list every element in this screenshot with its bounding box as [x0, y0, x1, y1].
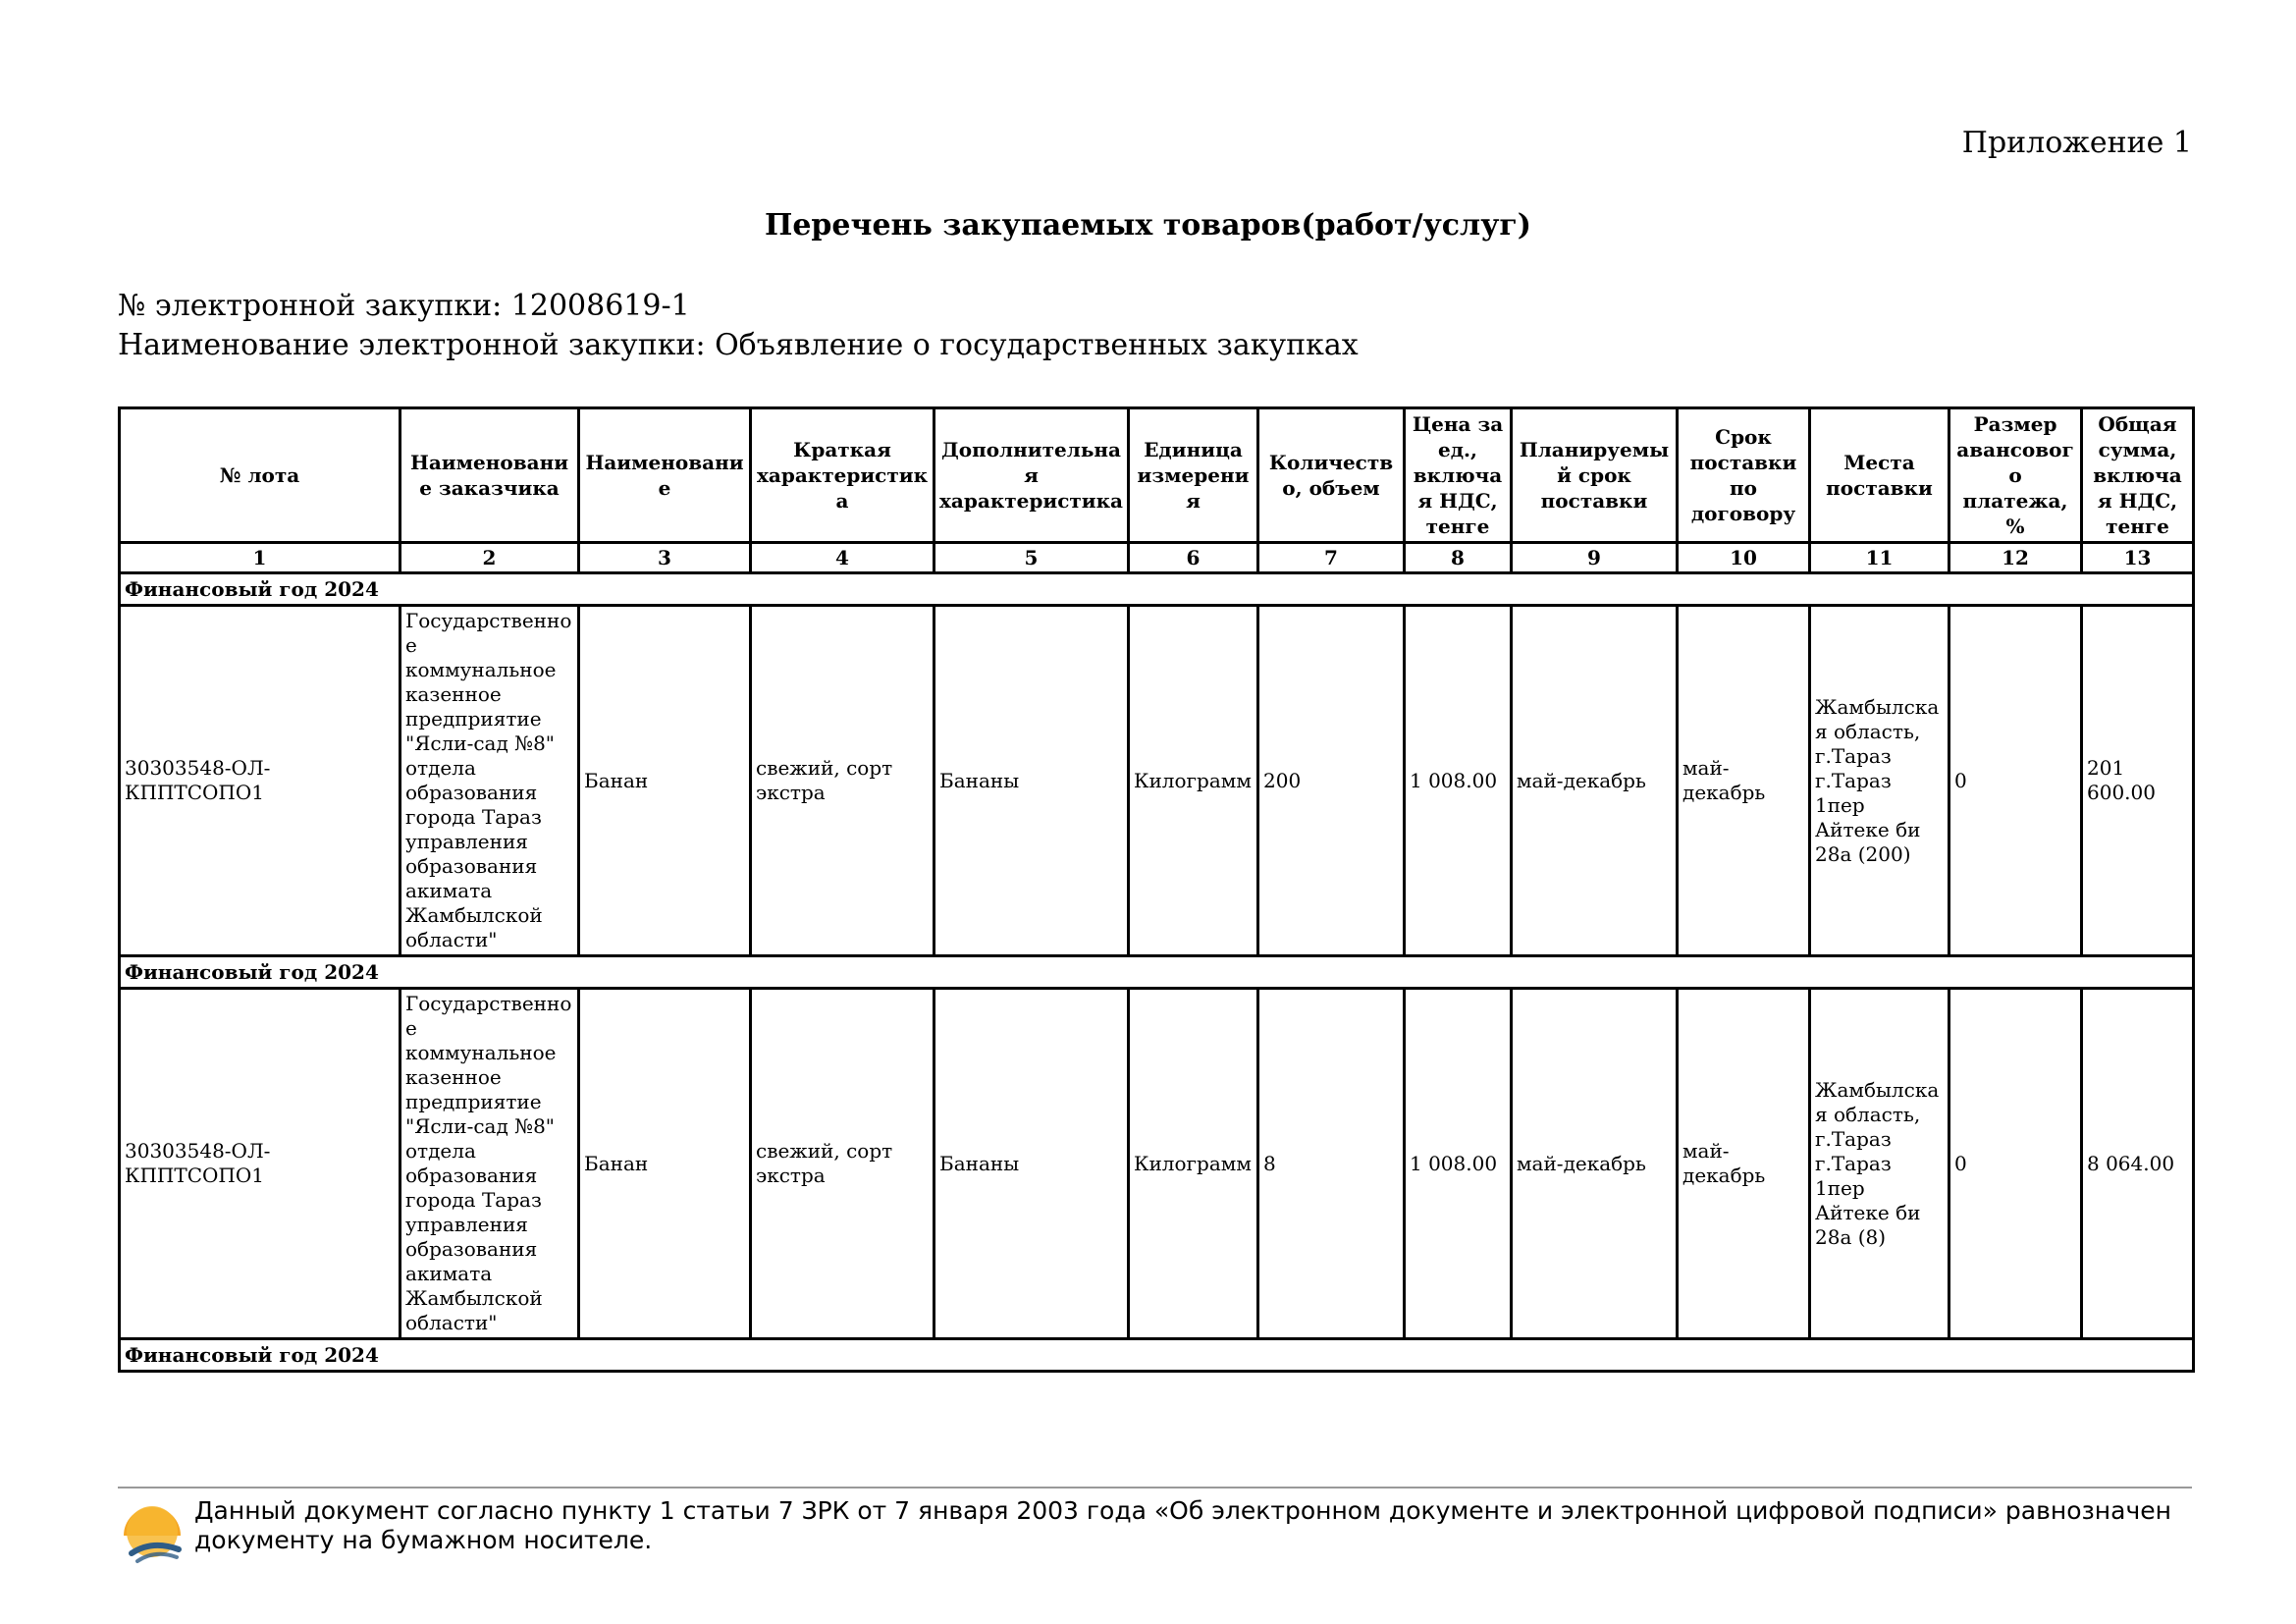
customer-name: Государственное коммунальное казенное предприятие "Ясли-сад №8" отдела образования города Тараз управления образования акимата Жамбылской области": [400, 606, 579, 956]
procurement-number: № электронной закупки: 12008619-1: [118, 289, 690, 323]
column-number: 11: [1810, 543, 1949, 573]
financial-year-label: Финансовый год 2024: [120, 1339, 2194, 1372]
column-number: 5: [934, 543, 1129, 573]
advance-payment: 0: [1949, 989, 2082, 1339]
short-description: свежий, сорт экстра: [751, 606, 934, 956]
column-header: Наименование заказчика: [400, 408, 579, 543]
sun-emblem-icon: [118, 1496, 187, 1565]
contract-delivery: май-декабрь: [1678, 989, 1810, 1339]
unit: Килограмм: [1129, 606, 1258, 956]
planned-delivery: май-декабрь: [1512, 989, 1678, 1339]
total-amount: 8 064.00: [2082, 989, 2194, 1339]
quantity: 8: [1258, 989, 1405, 1339]
financial-year-label: Финансовый год 2024: [120, 956, 2194, 989]
table-row: [120, 606, 2194, 956]
column-number: 1: [120, 543, 400, 573]
column-header: Места поставки: [1810, 408, 1949, 543]
financial-year-label: Финансовый год 2024: [120, 573, 2194, 606]
column-header: Общая сумма, включая НДС, тенге: [2082, 408, 2194, 543]
column-number: 12: [1949, 543, 2082, 573]
column-header: Размер авансового платежа, %: [1949, 408, 2082, 543]
column-number: 3: [579, 543, 751, 573]
document-title: Перечень закупаемых товаров(работ/услуг): [765, 208, 1531, 243]
delivery-place: Жамбылская область, г.Тараз г.Тараз 1пер Айтеке би 28а (200): [1810, 606, 1949, 956]
lot-number: 30303548-ОЛ-КППТСОПО1: [120, 606, 400, 956]
additional-description: Бананы: [934, 989, 1129, 1339]
unit-price: 1 008.00: [1405, 606, 1512, 956]
financial-year-row: [120, 573, 2194, 606]
column-header: Краткая характеристика: [751, 408, 934, 543]
table-header-row: [120, 408, 2194, 543]
footer: [118, 1492, 2192, 1565]
column-header: Наименование: [579, 408, 751, 543]
financial-year-row: [120, 1339, 2194, 1372]
column-number: 4: [751, 543, 934, 573]
procurement-name: Наименование электронной закупки: Объявление о государственных закупках: [118, 328, 1359, 362]
column-number: 2: [400, 543, 579, 573]
short-description: свежий, сорт экстра: [751, 989, 934, 1339]
column-header: Количество, объем: [1258, 408, 1405, 543]
table-row: [120, 989, 2194, 1339]
quantity: 200: [1258, 606, 1405, 956]
column-header: Дополнительная характеристика: [934, 408, 1129, 543]
column-number-row: [120, 543, 2194, 573]
contract-delivery: май-декабрь: [1678, 606, 1810, 956]
unit-price: 1 008.00: [1405, 989, 1512, 1339]
total-amount: 201 600.00: [2082, 606, 2194, 956]
unit: Килограмм: [1129, 989, 1258, 1339]
customer-name: Государственное коммунальное казенное предприятие "Ясли-сад №8" отдела образования города Тараз управления образования акимата Жамбылской области": [400, 989, 579, 1339]
column-header: Планируемый срок поставки: [1512, 408, 1678, 543]
appendix-label: Приложение 1: [1961, 126, 2192, 160]
column-number: 7: [1258, 543, 1405, 573]
column-header: Единица измерения: [1129, 408, 1258, 543]
additional-description: Бананы: [934, 606, 1129, 956]
legal-notice: Данный документ согласно пункту 1 статьи 7 ЗРК от 7 января 2003 года «Об электронном документе и электронной цифровой подписи» равнозначен документу на бумажном носителе.: [194, 1496, 2171, 1554]
financial-year-row: [120, 956, 2194, 989]
advance-payment: 0: [1949, 606, 2082, 956]
column-number: 9: [1512, 543, 1678, 573]
delivery-place: Жамбылская область, г.Тараз г.Тараз 1пер Айтеке би 28а (8): [1810, 989, 1949, 1339]
item-name: Банан: [579, 989, 751, 1339]
column-number: 10: [1678, 543, 1810, 573]
column-number: 13: [2082, 543, 2194, 573]
column-header: № лота: [120, 408, 400, 543]
footer-divider: [118, 1487, 2192, 1489]
planned-delivery: май-декабрь: [1512, 606, 1678, 956]
column-number: 8: [1405, 543, 1512, 573]
column-header: Цена за ед., включая НДС, тенге: [1405, 408, 1512, 543]
item-name: Банан: [579, 606, 751, 956]
column-number: 6: [1129, 543, 1258, 573]
lots-table: [118, 406, 2195, 1373]
column-header: Срок поставки по договору: [1678, 408, 1810, 543]
lot-number: 30303548-ОЛ-КППТСОПО1: [120, 989, 400, 1339]
procurement-info: [118, 287, 1359, 365]
